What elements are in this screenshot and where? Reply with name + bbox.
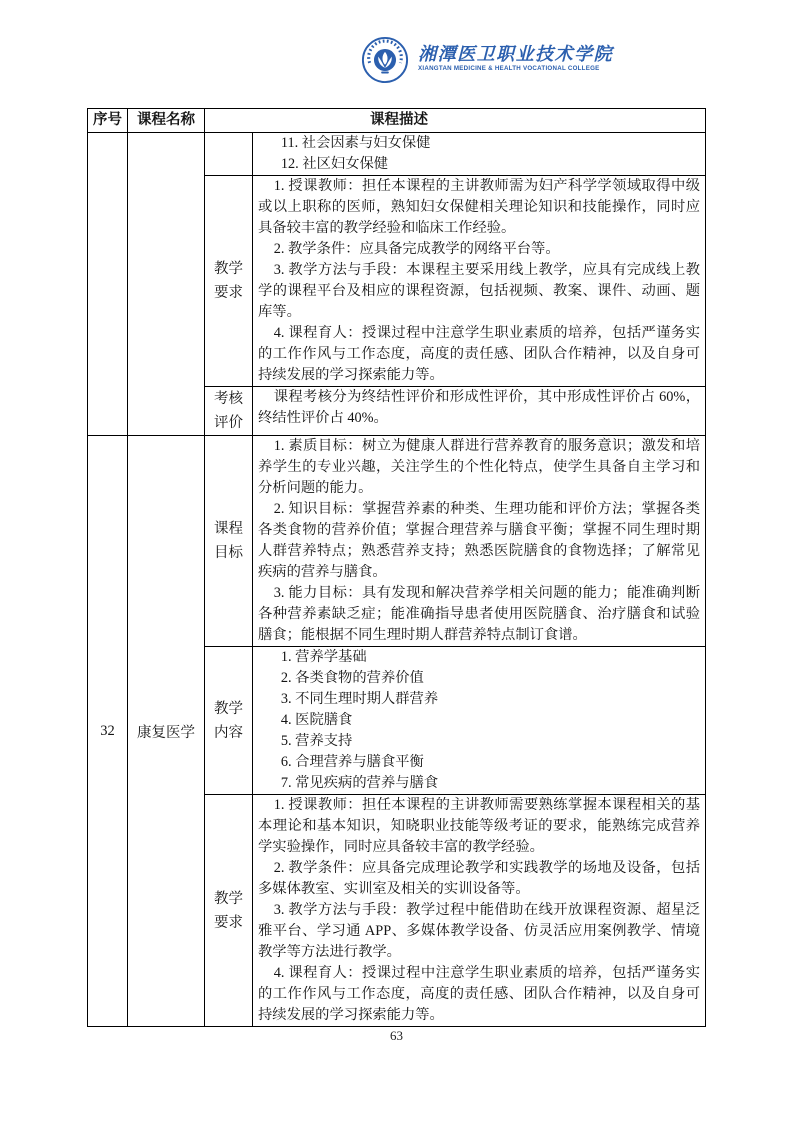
table-header-row	[88, 109, 706, 133]
column-header-index: 序号	[88, 109, 128, 133]
description-paragraph: 1. 授课教师：担任本课程的主讲教师需为妇产科学学领域取得中级或以上职称的医师，熟知妇女保健相关理论知识和技能操作，同时应具备较丰富的教学经验和临床工作经验。	[258, 178, 700, 236]
cell-teaching-content	[253, 647, 706, 795]
cell-section-label-teaching-content: 教学内容	[205, 647, 253, 795]
description-paragraph: 4. 课程育人：授课过程中注意学生职业素质的培养，包括严谨务实的工作作风与工作态度，高度的责任感、团队合作精神，以及自身可持续发展的学习探索能力等。	[258, 965, 700, 1023]
description-paragraph: 1. 素质目标：树立为健康人群进行营养教育的服务意识；激发和培养学生的专业兴趣，关注学生的个性化特点，使学生具备自主学习和分析问题的能力。	[258, 438, 700, 496]
college-name-zh: 湘潭医卫职业技术学院	[418, 44, 614, 64]
cell-course-objectives	[253, 436, 706, 647]
content-list-item: 2. 各类食物的营养价值	[280, 670, 424, 686]
content-list-item: 5. 营养支持	[280, 733, 353, 749]
table-row-content-list-continued	[88, 133, 706, 176]
course-description-table	[87, 108, 706, 1027]
content-list-item: 7. 常见疾病的营养与膳食	[280, 775, 439, 791]
description-paragraph: 2. 教学条件：应具备完成教学的网络平台等。	[273, 241, 560, 257]
table-row-course-objectives	[88, 436, 706, 647]
cell-section-label-teaching-requirements: 教学要求	[205, 176, 253, 387]
description-paragraph: 1. 授课教师：担任本课程的主讲教师需要熟练掌握本课程相关的基本理论和基本知识，知晓职业技能等级考证的要求，能熟练完成营养学实验操作，同时应具备较丰富的教学经验。	[258, 797, 700, 855]
description-paragraph: 2. 知识目标：掌握营养素的种类、生理功能和评价方法；掌握各类各类食物的营养价值；掌握合理营养与膳食平衡；掌握不同生理时期人群营养特点；熟悉营养支持；熟悉医院膳食的食物选择；了解常见疾病的营养与膳食。	[258, 501, 700, 580]
page-number: 63	[390, 1028, 403, 1043]
column-header-description: 课程描述	[205, 109, 706, 133]
content-list-item: 6. 合理营养与膳食平衡	[280, 754, 424, 770]
cell-course-name-empty	[128, 133, 205, 436]
content-list-item: 11. 社会因素与妇女保健	[280, 135, 431, 151]
college-emblem-icon	[361, 36, 409, 84]
cell-index-empty	[88, 133, 128, 436]
cell-teaching-requirements-2	[253, 795, 706, 1027]
content-list-item: 12. 社区妇女保健	[280, 156, 389, 172]
description-paragraph: 课程考核分为终结性评价和形成性评价，其中形成性评价占 60%，终结性评价占 40%。	[258, 389, 700, 426]
college-logo	[361, 36, 711, 84]
column-header-course-name: 课程名称	[128, 109, 205, 133]
college-name-en: XIANGTAN MEDICINE & HEALTH VOCATIONAL COLLEGE	[418, 65, 600, 72]
content-list-item: 4. 医院膳食	[280, 712, 353, 728]
cell-assessment	[253, 387, 706, 436]
cell-course-name-32: 康复医学	[128, 436, 205, 1027]
content-list-item: 1. 营养学基础	[280, 649, 367, 665]
description-paragraph: 3. 教学方法与手段：本课程主要采用线上教学，应具有完成线上教学的课程平台及相应的课程资源，包括视频、教案、课件、动画、题库等。	[258, 262, 700, 320]
cell-section-label-assessment: 考核评价	[205, 387, 253, 436]
cell-index-32: 32	[88, 436, 128, 1027]
cell-section-label-empty	[205, 133, 253, 176]
description-paragraph: 4. 课程育人：授课过程中注意学生职业素质的培养，包括严谨务实的工作作风与工作态度，高度的责任感、团队合作精神，以及自身可持续发展的学习探索能力等。	[258, 325, 700, 383]
cell-section-label-teaching-requirements-2: 教学要求	[205, 795, 253, 1027]
cell-teaching-requirements	[253, 176, 706, 387]
description-paragraph: 2. 教学条件：应具备完成理论教学和实践教学的场地及设备，包括多媒体教室、实训室及相关的实训设备等。	[258, 860, 700, 897]
content-list-item: 3. 不同生理时期人群营养	[280, 691, 439, 707]
description-paragraph: 3. 能力目标：具有发现和解决营养学相关问题的能力；能准确判断各种营养素缺乏症；能准确指导患者使用医院膳食、治疗膳食和试验膳食；能根据不同生理时期人群营养特点制订食谱。	[258, 585, 700, 643]
cell-content-list	[253, 133, 706, 176]
description-paragraph: 3. 教学方法与手段：教学过程中能借助在线开放课程资源、超星泛雅平台、学习通 APP、多媒体教学设备、仿灵活应用案例教学、情境教学等方法进行教学。	[258, 902, 700, 960]
college-name-block	[418, 43, 711, 77]
cell-section-label-course-objectives: 课程目标	[205, 436, 253, 647]
